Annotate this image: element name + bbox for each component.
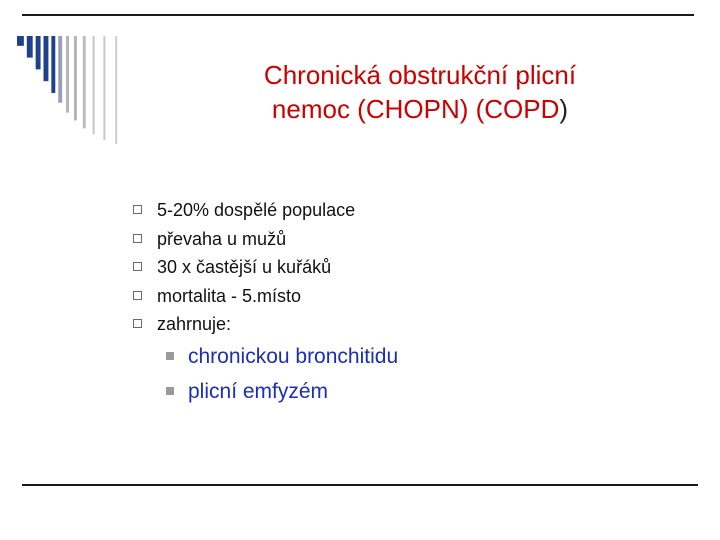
list-item [133, 282, 355, 311]
list-item [166, 376, 398, 411]
hollow-square-icon [133, 234, 142, 243]
title-close-paren: ) [559, 94, 569, 124]
bullet-text: převaha u mužů [157, 228, 287, 249]
bullet-text: zahrnuje: [157, 314, 232, 334]
bullet-text: 30 x častější u kuřáků [157, 257, 332, 277]
hollow-square-icon [133, 319, 142, 328]
title-line-1: Chronická obstrukční plicní [263, 60, 577, 90]
list-item [133, 253, 355, 282]
slide-title [120, 58, 720, 126]
decorative-bars-icon [16, 36, 126, 146]
bullet-text: mortalita - 5.místo [157, 285, 302, 306]
title-line-2 [120, 92, 720, 126]
list-item [133, 310, 355, 339]
filled-square-icon [166, 352, 174, 360]
bottom-divider [22, 484, 698, 486]
title-line-2-text: nemoc (CHOPN) (COPD [271, 94, 560, 124]
bullet-text: 5-20% dospělé populace [157, 200, 356, 220]
hollow-square-icon [133, 291, 142, 300]
bullet-list [133, 196, 355, 339]
sub-bullet-list [166, 341, 398, 411]
hollow-square-icon [133, 205, 142, 214]
list-item [133, 196, 355, 225]
hollow-square-icon [133, 262, 142, 271]
sub-bullet-text: plicní emfyzém [188, 380, 329, 403]
filled-square-icon [166, 387, 174, 395]
list-item [133, 225, 355, 254]
list-item [166, 341, 398, 376]
top-divider [22, 14, 694, 16]
sub-bullet-text: chronickou bronchitidu [188, 345, 399, 368]
